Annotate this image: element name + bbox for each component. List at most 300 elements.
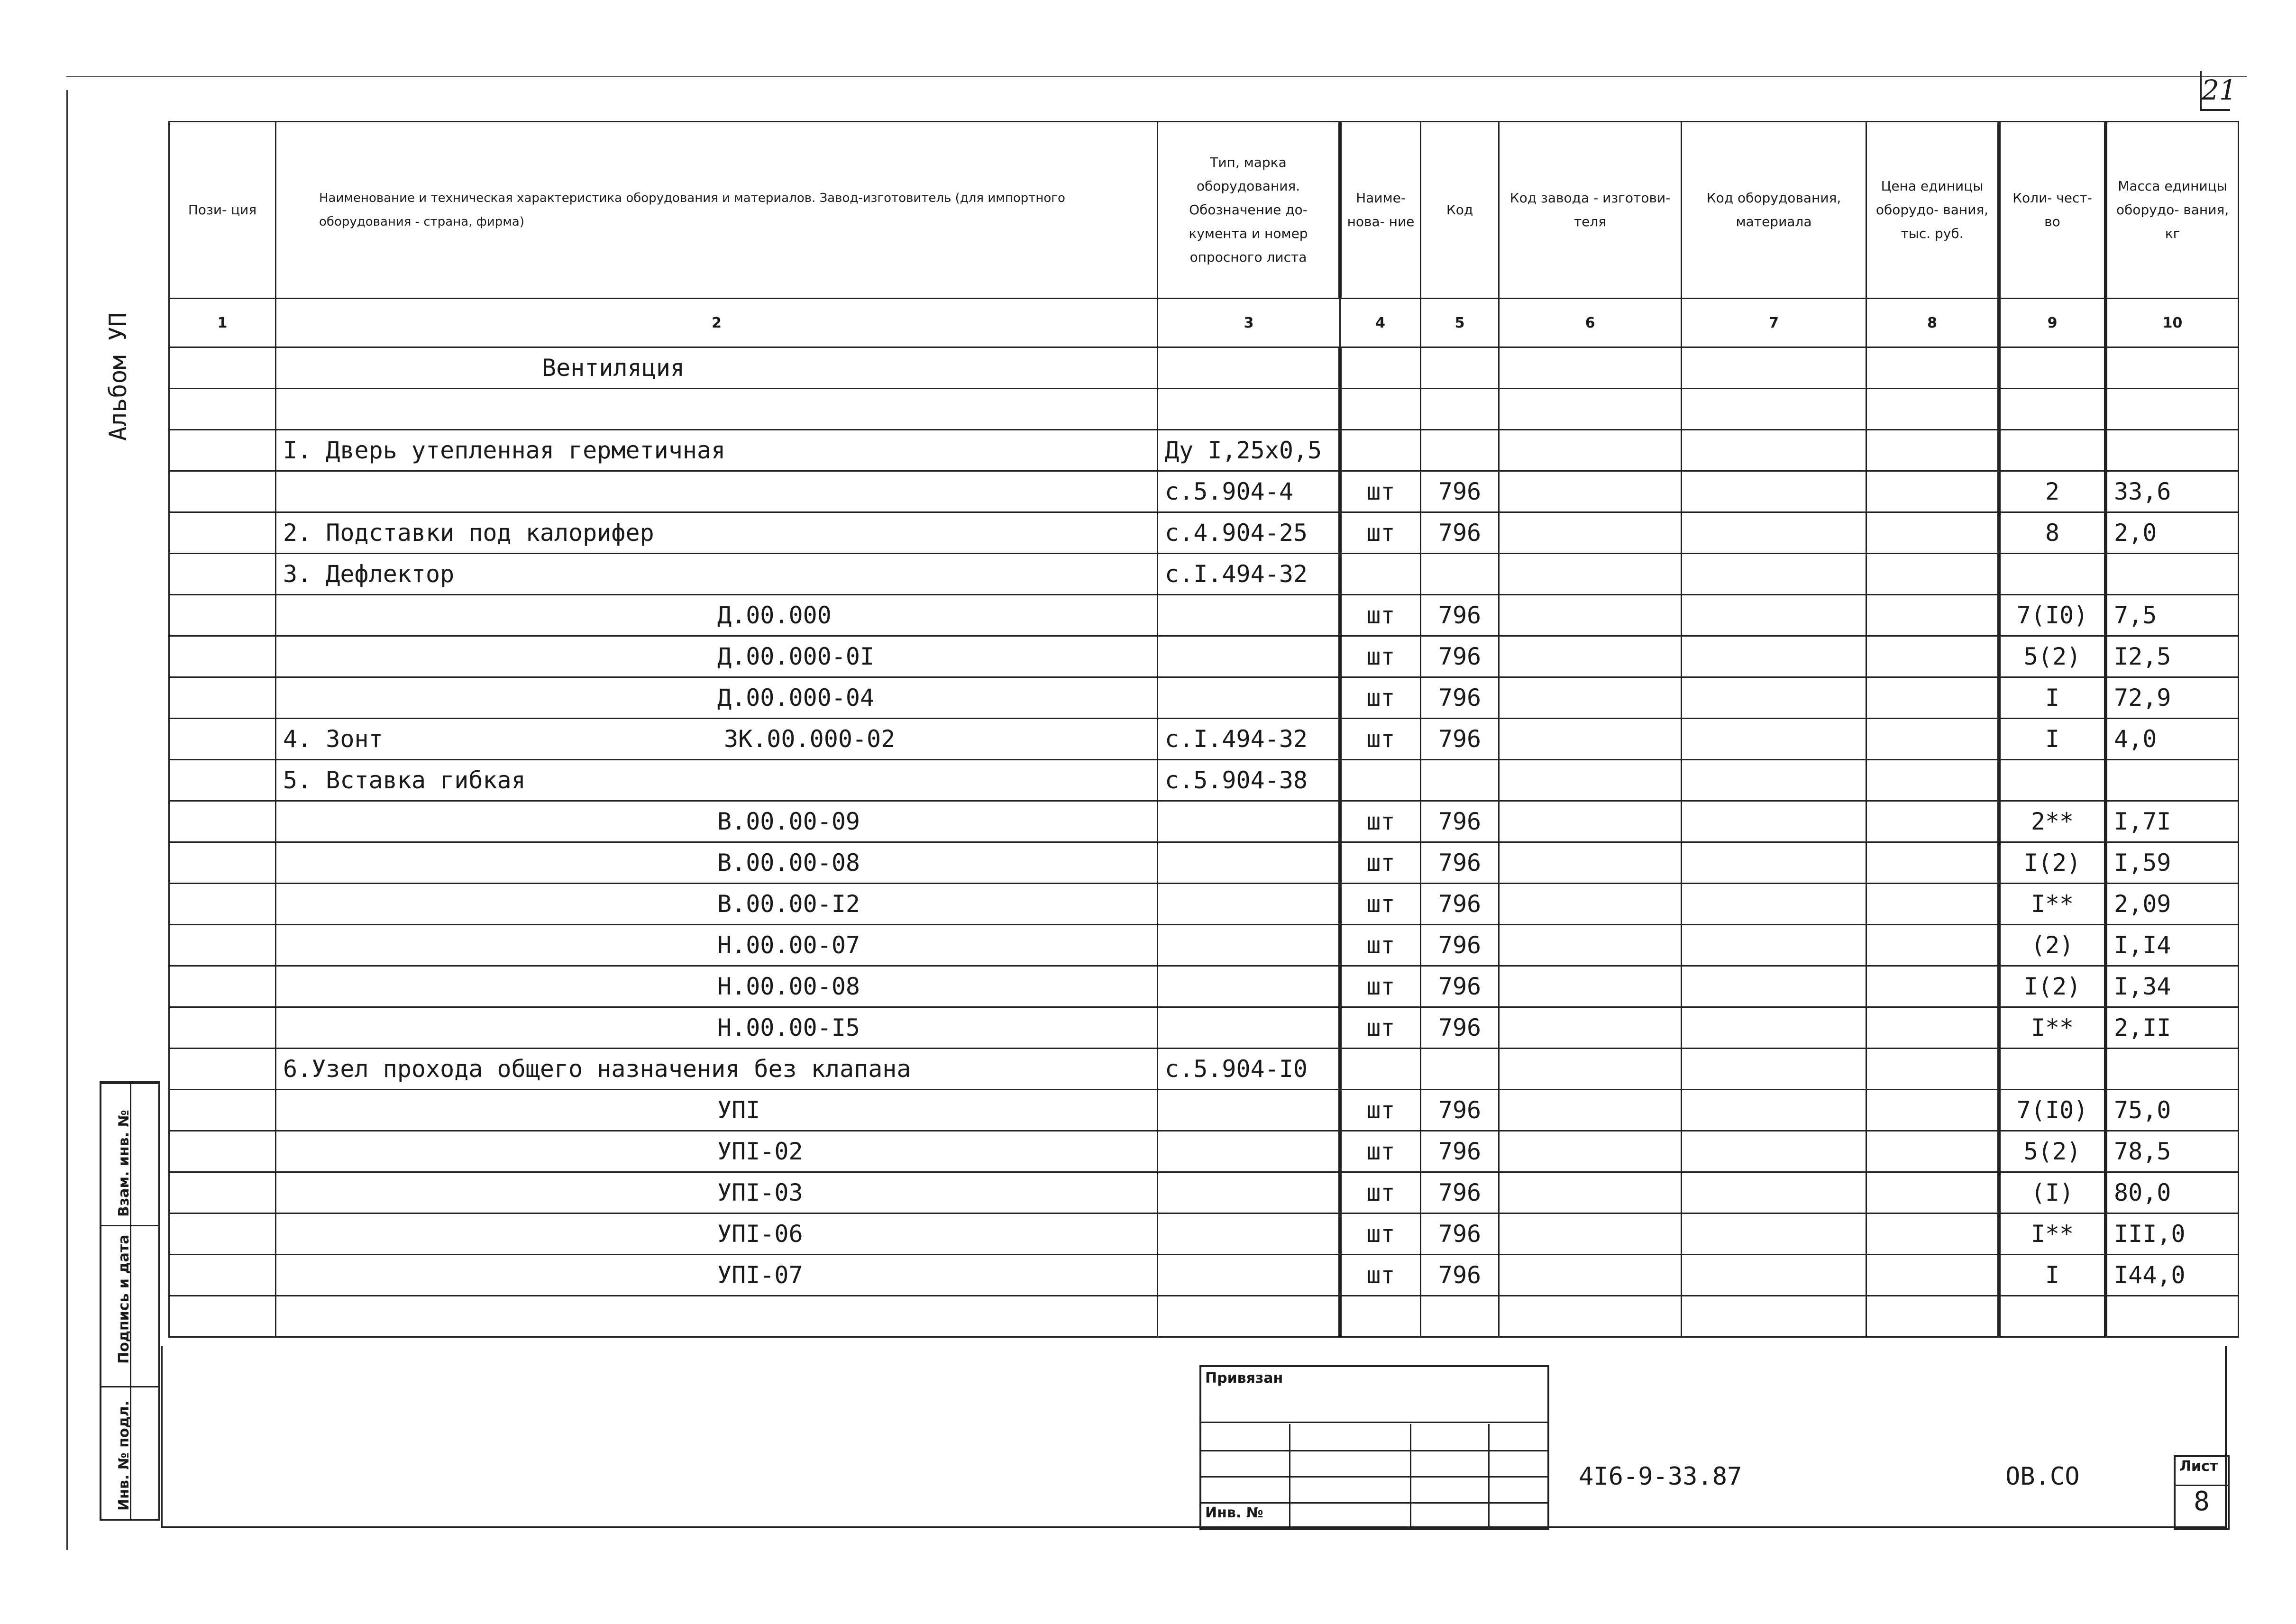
side-cell-replace	[101, 1083, 158, 1226]
cell-name: 2. Подставки под калорифер	[276, 512, 1158, 554]
cell-position	[169, 554, 276, 595]
cell-name	[276, 1296, 1158, 1337]
cell-equipment-code	[1682, 966, 1866, 1007]
cell-price	[1866, 347, 1999, 389]
cell-position	[169, 430, 276, 471]
cell-price	[1866, 471, 1999, 512]
cell-position	[169, 1255, 276, 1296]
cell-name-wrap	[276, 725, 1157, 753]
cell-plant-code	[1499, 842, 1682, 884]
cell-quantity: I**	[1999, 1213, 2106, 1255]
table-row	[169, 430, 2239, 471]
cell-name-main: 4. Зонт	[283, 725, 383, 753]
cell-mass: 4,0	[2106, 719, 2239, 760]
cell-quantity	[1999, 389, 2106, 430]
cell-name: УПI-07	[276, 1255, 1158, 1296]
document-mark: ОВ.СО	[2005, 1462, 2080, 1491]
cell-unit-code	[1421, 554, 1499, 595]
table-row	[169, 636, 2239, 677]
cell-type: с.5.904-4	[1158, 471, 1340, 512]
cell-quantity	[1999, 1049, 2106, 1090]
cell-type	[1158, 389, 1340, 430]
cell-type	[1158, 636, 1340, 677]
cell-price	[1866, 884, 1999, 925]
cell-mass: 7,5	[2106, 595, 2239, 636]
cell-quantity: I	[1999, 719, 2106, 760]
cell-price	[1866, 1090, 1999, 1131]
cell-position	[169, 595, 276, 636]
cell-equipment-code	[1682, 1172, 1866, 1213]
cell-mass: 33,6	[2106, 471, 2239, 512]
cell-quantity: I**	[1999, 884, 2106, 925]
cell-unit-code: 796	[1421, 512, 1499, 554]
cell-plant-code	[1499, 1007, 1682, 1049]
cell-type	[1158, 884, 1340, 925]
cell-type	[1158, 801, 1340, 842]
cell-price	[1866, 512, 1999, 554]
cell-unit: шт	[1340, 719, 1421, 760]
cell-type: с.I.494-32	[1158, 554, 1340, 595]
cell-plant-code	[1499, 719, 1682, 760]
cell-plant-code	[1499, 1131, 1682, 1172]
table-row	[169, 512, 2239, 554]
cell-equipment-code	[1682, 719, 1866, 760]
cell-name: 6.Узел прохода общего назначения без клапана	[276, 1049, 1158, 1090]
cell-unit-code: 796	[1421, 801, 1499, 842]
cell-name-mark: ЗК.00.000-02	[724, 725, 896, 753]
table-row	[169, 719, 2239, 760]
cell-unit-code: 796	[1421, 471, 1499, 512]
cell-position	[169, 1131, 276, 1172]
cell-unit-code	[1421, 1049, 1499, 1090]
cell-name: УПI-06	[276, 1213, 1158, 1255]
column-header-5: Код	[1421, 122, 1499, 299]
side-stamp	[100, 1081, 160, 1521]
table-row	[169, 966, 2239, 1007]
sheet-label: Лист	[2179, 1458, 2218, 1475]
cell-quantity: I	[1999, 1255, 2106, 1296]
cell-plant-code	[1499, 760, 1682, 801]
sheet-value: 8	[2176, 1485, 2228, 1517]
cell-quantity: 7(I0)	[1999, 1090, 2106, 1131]
document-code: 4I6-9-33.87	[1579, 1462, 1742, 1491]
cell-price	[1866, 966, 1999, 1007]
cell-name: Д.00.000	[276, 595, 1158, 636]
cell-quantity: (2)	[1999, 925, 2106, 966]
cell-position	[169, 842, 276, 884]
cell-position	[169, 801, 276, 842]
cell-equipment-code	[1682, 554, 1866, 595]
cell-type	[1158, 1172, 1340, 1213]
sheet-number: 21	[2200, 71, 2230, 111]
cell-mass	[2106, 1296, 2239, 1337]
cell-mass	[2106, 760, 2239, 801]
cell-equipment-code	[1682, 347, 1866, 389]
cell-quantity	[1999, 554, 2106, 595]
table-row	[169, 389, 2239, 430]
cell-unit-code	[1421, 760, 1499, 801]
table-row	[169, 1007, 2239, 1049]
column-header-6: Код завода - изготови- теля	[1499, 122, 1682, 299]
cell-unit: шт	[1340, 677, 1421, 719]
stamp-hline	[1201, 1502, 1547, 1504]
cell-plant-code	[1499, 347, 1682, 389]
cell-position	[169, 1172, 276, 1213]
cell-equipment-code	[1682, 1049, 1866, 1090]
column-number-3: 3	[1158, 299, 1340, 347]
cell-name: УПI-03	[276, 1172, 1158, 1213]
cell-price	[1866, 1296, 1999, 1337]
cell-type	[1158, 1213, 1340, 1255]
cell-plant-code	[1499, 1049, 1682, 1090]
column-header-1: Пози- ция	[169, 122, 276, 299]
cell-equipment-code	[1682, 925, 1866, 966]
stamp-vline	[1410, 1424, 1411, 1528]
table-row	[169, 677, 2239, 719]
cell-mass: I,7I	[2106, 801, 2239, 842]
cell-name: 3. Дефлектор	[276, 554, 1158, 595]
cell-position	[169, 347, 276, 389]
table-row	[169, 925, 2239, 966]
table-row	[169, 471, 2239, 512]
cell-price	[1866, 595, 1999, 636]
cell-quantity	[1999, 430, 2106, 471]
table-row	[169, 842, 2239, 884]
cell-mass: 2,II	[2106, 1007, 2239, 1049]
table-row	[169, 1255, 2239, 1296]
cell-mass: 80,0	[2106, 1172, 2239, 1213]
cell-unit	[1340, 430, 1421, 471]
cell-unit-code: 796	[1421, 1255, 1499, 1296]
cell-unit-code: 796	[1421, 1090, 1499, 1131]
cell-unit: шт	[1340, 595, 1421, 636]
cell-price	[1866, 1255, 1999, 1296]
cell-type	[1158, 1131, 1340, 1172]
cell-quantity: I**	[1999, 1007, 2106, 1049]
column-header-4: Наиме- нова- ние	[1340, 122, 1421, 299]
cell-type	[1158, 966, 1340, 1007]
cell-plant-code	[1499, 554, 1682, 595]
cell-unit: шт	[1340, 1255, 1421, 1296]
cell-price	[1866, 677, 1999, 719]
stamp-vline	[1488, 1424, 1490, 1528]
attachment-stamp	[1199, 1365, 1549, 1530]
cell-type	[1158, 1296, 1340, 1337]
inventory-label: Инв. №	[1205, 1505, 1263, 1521]
cell-plant-code	[1499, 801, 1682, 842]
cell-type	[1158, 925, 1340, 966]
cell-unit: шт	[1340, 636, 1421, 677]
table-row	[169, 884, 2239, 925]
header-row	[169, 122, 2239, 299]
cell-mass: I,I4	[2106, 925, 2239, 966]
column-number-10: 10	[2106, 299, 2239, 347]
cell-mass: I2,5	[2106, 636, 2239, 677]
side-cell-inventory	[101, 1386, 158, 1520]
cell-type	[1158, 677, 1340, 719]
cell-name: УПI	[276, 1090, 1158, 1131]
table-row	[169, 595, 2239, 636]
cell-position	[169, 884, 276, 925]
cell-position	[169, 966, 276, 1007]
cell-price	[1866, 1172, 1999, 1213]
cell-type: с.5.904-I0	[1158, 1049, 1340, 1090]
cell-unit-code: 796	[1421, 1131, 1499, 1172]
frame-left-line	[66, 90, 68, 1550]
attached-label: Привязан	[1205, 1370, 1283, 1387]
side-cell-signature	[101, 1225, 158, 1369]
cell-equipment-code	[1682, 1255, 1866, 1296]
cell-unit: шт	[1340, 512, 1421, 554]
cell-plant-code	[1499, 430, 1682, 471]
table-row	[169, 1296, 2239, 1337]
column-header-9: Коли- чест- во	[1999, 122, 2106, 299]
cell-unit	[1340, 1049, 1421, 1090]
column-number-row	[169, 299, 2239, 347]
table-row	[169, 1090, 2239, 1131]
cell-mass: 75,0	[2106, 1090, 2239, 1131]
cell-unit: шт	[1340, 1172, 1421, 1213]
cell-price	[1866, 554, 1999, 595]
cell-equipment-code	[1682, 1090, 1866, 1131]
cell-equipment-code	[1682, 430, 1866, 471]
column-number-5: 5	[1421, 299, 1499, 347]
table-row	[169, 1172, 2239, 1213]
cell-mass: I,59	[2106, 842, 2239, 884]
cell-unit: шт	[1340, 1131, 1421, 1172]
cell-name: Вентиляция	[276, 347, 1158, 389]
cell-plant-code	[1499, 677, 1682, 719]
side-label-replace: Взам. инв. №	[116, 1110, 132, 1217]
table-row	[169, 554, 2239, 595]
cell-quantity: 5(2)	[1999, 636, 2106, 677]
cell-name	[276, 719, 1158, 760]
cell-quantity	[1999, 347, 2106, 389]
cell-name: Н.00.00-07	[276, 925, 1158, 966]
cell-price	[1866, 842, 1999, 884]
cell-name: Н.00.00-I5	[276, 1007, 1158, 1049]
cell-plant-code	[1499, 966, 1682, 1007]
cell-type	[1158, 347, 1340, 389]
cell-plant-code	[1499, 595, 1682, 636]
cell-position	[169, 1296, 276, 1337]
cell-unit-code: 796	[1421, 636, 1499, 677]
cell-mass: 72,9	[2106, 677, 2239, 719]
cell-plant-code	[1499, 1296, 1682, 1337]
stamp-hline	[1201, 1450, 1547, 1451]
cell-price	[1866, 1131, 1999, 1172]
cell-mass	[2106, 1049, 2239, 1090]
column-header-2: Наименование и техническая характеристика оборудования и материалов. Завод-изготовитель (для импортного оборудования - страна, фирма)	[276, 122, 1158, 299]
cell-price	[1866, 430, 1999, 471]
cell-quantity: 2**	[1999, 801, 2106, 842]
cell-mass	[2106, 430, 2239, 471]
side-label-signature: Подпись и дата	[116, 1234, 132, 1364]
column-number-8: 8	[1866, 299, 1999, 347]
table-row	[169, 1049, 2239, 1090]
cell-price	[1866, 389, 1999, 430]
cell-price	[1866, 1213, 1999, 1255]
cell-quantity: I(2)	[1999, 842, 2106, 884]
cell-equipment-code	[1682, 636, 1866, 677]
table-row	[169, 760, 2239, 801]
cell-quantity: 7(I0)	[1999, 595, 2106, 636]
cell-unit-code	[1421, 1296, 1499, 1337]
cell-mass	[2106, 389, 2239, 430]
cell-type	[1158, 842, 1340, 884]
cell-unit-code: 796	[1421, 925, 1499, 966]
cell-unit: шт	[1340, 884, 1421, 925]
cell-equipment-code	[1682, 389, 1866, 430]
cell-unit: шт	[1340, 966, 1421, 1007]
cell-quantity: 5(2)	[1999, 1131, 2106, 1172]
stamp-hline	[1201, 1476, 1547, 1478]
cell-unit: шт	[1340, 925, 1421, 966]
cell-type	[1158, 595, 1340, 636]
cell-mass: 78,5	[2106, 1131, 2239, 1172]
column-number-2: 2	[276, 299, 1158, 347]
cell-plant-code	[1499, 884, 1682, 925]
cell-name	[276, 471, 1158, 512]
cell-unit: шт	[1340, 1007, 1421, 1049]
cell-mass	[2106, 347, 2239, 389]
cell-quantity: (I)	[1999, 1172, 2106, 1213]
cell-plant-code	[1499, 925, 1682, 966]
cell-unit: шт	[1340, 801, 1421, 842]
cell-equipment-code	[1682, 471, 1866, 512]
table-row	[169, 347, 2239, 389]
cell-unit-code	[1421, 389, 1499, 430]
column-number-7: 7	[1682, 299, 1866, 347]
cell-plant-code	[1499, 636, 1682, 677]
cell-unit: шт	[1340, 471, 1421, 512]
cell-equipment-code	[1682, 1296, 1866, 1337]
cell-unit-code	[1421, 347, 1499, 389]
cell-position	[169, 471, 276, 512]
cell-unit: шт	[1340, 1213, 1421, 1255]
cell-plant-code	[1499, 389, 1682, 430]
cell-quantity	[1999, 760, 2106, 801]
column-header-3: Тип, марка оборудования. Обозначение до- кумента и номер опросного листа	[1158, 122, 1340, 299]
cell-unit-code: 796	[1421, 1172, 1499, 1213]
cell-type: с.4.904-25	[1158, 512, 1340, 554]
column-header-10: Масса единицы оборудо- вания, кг	[2106, 122, 2239, 299]
cell-name: 5. Вставка гибкая	[276, 760, 1158, 801]
cell-price	[1866, 925, 1999, 966]
cell-price	[1866, 760, 1999, 801]
cell-unit-code: 796	[1421, 1213, 1499, 1255]
album-label: Альбом УП	[104, 312, 132, 441]
cell-plant-code	[1499, 1090, 1682, 1131]
cell-position	[169, 512, 276, 554]
cell-unit	[1340, 347, 1421, 389]
cell-equipment-code	[1682, 1213, 1866, 1255]
cell-equipment-code	[1682, 842, 1866, 884]
cell-unit-code: 796	[1421, 677, 1499, 719]
stamp-vline	[1289, 1424, 1290, 1528]
cell-name: УПI-02	[276, 1131, 1158, 1172]
cell-mass: I44,0	[2106, 1255, 2239, 1296]
cell-mass: 2,0	[2106, 512, 2239, 554]
title-block-frame	[161, 1346, 2227, 1528]
column-number-9: 9	[1999, 299, 2106, 347]
cell-unit-code: 796	[1421, 842, 1499, 884]
cell-mass: 2,09	[2106, 884, 2239, 925]
cell-plant-code	[1499, 1213, 1682, 1255]
cell-type: с.I.494-32	[1158, 719, 1340, 760]
cell-unit	[1340, 1296, 1421, 1337]
cell-plant-code	[1499, 512, 1682, 554]
frame-top-line	[66, 76, 2247, 77]
cell-type	[1158, 1090, 1340, 1131]
cell-price	[1866, 1049, 1999, 1090]
cell-equipment-code	[1682, 595, 1866, 636]
cell-unit-code: 796	[1421, 595, 1499, 636]
column-header-8: Цена единицы оборудо- вания, тыс. руб.	[1866, 122, 1999, 299]
cell-position	[169, 1049, 276, 1090]
cell-equipment-code	[1682, 760, 1866, 801]
cell-price	[1866, 636, 1999, 677]
cell-mass: I,34	[2106, 966, 2239, 1007]
cell-price	[1866, 1007, 1999, 1049]
specification-table	[168, 121, 2239, 1338]
cell-unit-code: 796	[1421, 966, 1499, 1007]
cell-plant-code	[1499, 1255, 1682, 1296]
cell-plant-code	[1499, 1172, 1682, 1213]
cell-quantity: 8	[1999, 512, 2106, 554]
cell-name: В.00.00-08	[276, 842, 1158, 884]
cell-quantity	[1999, 1296, 2106, 1337]
cell-position	[169, 719, 276, 760]
cell-unit: шт	[1340, 1090, 1421, 1131]
cell-unit-code: 796	[1421, 719, 1499, 760]
cell-mass: III,0	[2106, 1213, 2239, 1255]
cell-equipment-code	[1682, 884, 1866, 925]
cell-position	[169, 925, 276, 966]
cell-name: В.00.00-09	[276, 801, 1158, 842]
cell-position	[169, 636, 276, 677]
cell-equipment-code	[1682, 1131, 1866, 1172]
cell-unit-code: 796	[1421, 1007, 1499, 1049]
column-header-7: Код оборудования, материала	[1682, 122, 1866, 299]
table-row	[169, 1131, 2239, 1172]
cell-equipment-code	[1682, 1007, 1866, 1049]
side-label-inventory: Инв. № подл.	[116, 1400, 132, 1511]
cell-type	[1158, 1255, 1340, 1296]
sheet-box	[2174, 1455, 2230, 1530]
cell-type	[1158, 1007, 1340, 1049]
cell-type: Ду I,25x0,5	[1158, 430, 1340, 471]
cell-equipment-code	[1682, 512, 1866, 554]
cell-name: Н.00.00-08	[276, 966, 1158, 1007]
cell-price	[1866, 801, 1999, 842]
table-row	[169, 1213, 2239, 1255]
table-row	[169, 801, 2239, 842]
column-number-4: 4	[1340, 299, 1421, 347]
cell-name: Д.00.000-0I	[276, 636, 1158, 677]
cell-name	[276, 389, 1158, 430]
cell-unit-code: 796	[1421, 884, 1499, 925]
cell-unit-code	[1421, 430, 1499, 471]
cell-name: Д.00.000-04	[276, 677, 1158, 719]
cell-name: В.00.00-I2	[276, 884, 1158, 925]
column-number-6: 6	[1499, 299, 1682, 347]
cell-unit	[1340, 760, 1421, 801]
cell-equipment-code	[1682, 801, 1866, 842]
cell-type: с.5.904-38	[1158, 760, 1340, 801]
cell-position	[169, 389, 276, 430]
cell-quantity: I	[1999, 677, 2106, 719]
